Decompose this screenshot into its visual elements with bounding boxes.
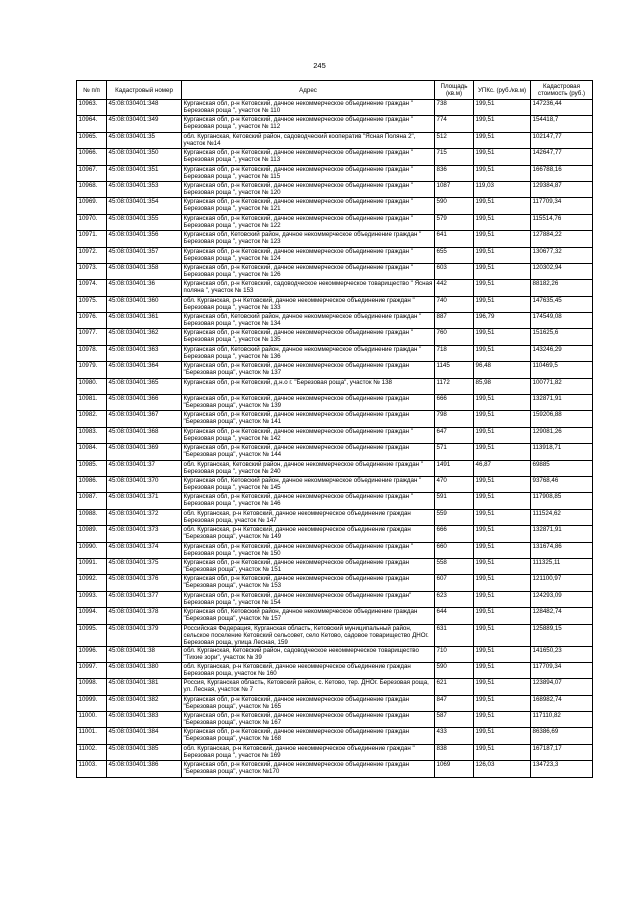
cell-cadastral: 45:08:030401:363	[107, 345, 182, 361]
cell-address: Курганская обл, р-н Кетовский, дачное некоммерческое объединение граждан " Березовая роща ", участок № 142	[182, 427, 435, 443]
cell-upks: 199,51	[474, 493, 531, 509]
cell-num: 10965.	[77, 132, 107, 148]
cell-address: Курганская обл, Кетовский район, дачное некоммерческое объединение граждан " Березовая роща ", участок № 123	[182, 231, 435, 247]
cell-num: 10970.	[77, 214, 107, 230]
cell-num: 10969.	[77, 198, 107, 214]
cell-address: Курганская обл, р-н Кетовский, садоводческое некоммерческое товарищество " Ясная поляна ", участок № 153	[182, 280, 435, 296]
cell-address: Курганская обл, р-н Кетовский, дачное некоммерческое объединение граждан " Березовая роща ", участок № 126	[182, 263, 435, 279]
table-row	[77, 542, 593, 558]
cell-num: 10997.	[77, 662, 107, 678]
cell-area: 1145	[435, 362, 474, 378]
cell-num: 10995.	[77, 624, 107, 646]
cell-upks: 199,51	[474, 662, 531, 678]
cell-cadastral: 45:08:030401:362	[107, 329, 182, 345]
cell-area: 836	[435, 165, 474, 181]
cell-cost: 110469,5	[531, 362, 593, 378]
header-num: № п/п	[77, 81, 107, 100]
cell-address: Курганская обл, р-н Кетовский, дачное некоммерческое объединение граждан "Березовая роща", участок № 168	[182, 728, 435, 744]
cell-area: 590	[435, 662, 474, 678]
cell-num: 10964.	[77, 116, 107, 132]
table-header-row	[77, 81, 593, 100]
cell-cost: 127884,22	[531, 231, 593, 247]
cell-cost: 117110,82	[531, 712, 593, 728]
cell-area: 1069	[435, 761, 474, 777]
cell-address: Курганская обл, Кетовский район, дачное некоммерческое объединение граждан "Березовая роща", участок № 157	[182, 608, 435, 624]
cell-cadastral: 45:08:030401:372	[107, 509, 182, 525]
cell-area: 715	[435, 149, 474, 165]
cell-address: Курганская обл, р-н Кетовский, дачное некоммерческое объединение граждан "Березовая роща", участок № 167	[182, 712, 435, 728]
cell-cost: 147236,44	[531, 100, 593, 116]
cell-cadastral: 45:08:030401:383	[107, 712, 182, 728]
cell-cost: 132871,91	[531, 526, 593, 542]
cell-cost: 167187,17	[531, 744, 593, 760]
cell-address: Курганская обл, р-н Кетовский, дачное некоммерческое объединение граждан " Березовая роща ", участок № 124	[182, 247, 435, 263]
cell-area: 559	[435, 509, 474, 525]
cell-num: 10963.	[77, 100, 107, 116]
cell-cost: 111524,62	[531, 509, 593, 525]
cell-cadastral: 45:08:030401:368	[107, 427, 182, 443]
cell-address: обл. Курганская, р-н Кетовский, дачное некоммерческое объединение граждан " Березовая роща ", участок № 169	[182, 744, 435, 760]
cell-upks: 85,98	[474, 378, 531, 394]
cell-address: Курганская обл, р-н Кетовский, дачное некоммерческое объединение граждан "Березовая роща", участок № 151	[182, 558, 435, 574]
cell-area: 710	[435, 646, 474, 662]
cell-cost: 111325,11	[531, 558, 593, 574]
table-row	[77, 411, 593, 427]
cell-cadastral: 45:08:030401:349	[107, 116, 182, 132]
cell-cost: 134723,3	[531, 761, 593, 777]
cell-area: 740	[435, 296, 474, 312]
page-number: 245	[313, 61, 326, 70]
cell-upks: 199,51	[474, 427, 531, 443]
cell-upks: 199,51	[474, 247, 531, 263]
cell-area: 774	[435, 116, 474, 132]
cell-address: Курганская обл, р-н Кетовский, дачное некоммерческое объединение граждан "Березовая роща", участок № 165	[182, 695, 435, 711]
cell-cadastral: 45:08:030401:36	[107, 280, 182, 296]
cell-area: 760	[435, 329, 474, 345]
table-row	[77, 476, 593, 492]
cell-num: 10985.	[77, 460, 107, 476]
cell-num: 10983.	[77, 427, 107, 443]
cell-upks: 199,51	[474, 296, 531, 312]
cell-address: Курганская обл, р-н Кетовский, дачное некоммерческое объединение граждан "Березовая роща", участок №170	[182, 761, 435, 777]
cell-cost: 121100,97	[531, 575, 593, 591]
cell-address: обл. Курганская, р-н Кетовский, дачное некоммерческое объединение граждан Березовая роща, участок № 160	[182, 662, 435, 678]
cell-cadastral: 45:08:030401:358	[107, 263, 182, 279]
cell-upks: 199,51	[474, 214, 531, 230]
cell-upks: 199,51	[474, 526, 531, 542]
cell-area: 442	[435, 280, 474, 296]
cell-area: 666	[435, 526, 474, 542]
table-row	[77, 712, 593, 728]
cell-area: 641	[435, 231, 474, 247]
cell-cost: 154418,7	[531, 116, 593, 132]
cell-address: обл. Курганская, Кетовский район, садоводческий кооператив "Ясная Поляна 2", участок №14	[182, 132, 435, 148]
cell-area: 644	[435, 608, 474, 624]
cell-upks: 199,51	[474, 712, 531, 728]
table-row	[77, 608, 593, 624]
cell-cost: 102147,77	[531, 132, 593, 148]
cell-num: 10992.	[77, 575, 107, 591]
cell-cadastral: 45:08:030401:364	[107, 362, 182, 378]
cell-num: 10978.	[77, 345, 107, 361]
cell-num: 10998.	[77, 679, 107, 695]
cell-cost: 130677,32	[531, 247, 593, 263]
cell-upks: 196,79	[474, 313, 531, 329]
cell-address: Курганская обл, р-н Кетовский, дачное некоммерческое объединение граждан " Березовая роща ", участок № 120	[182, 181, 435, 197]
cell-num: 10987.	[77, 493, 107, 509]
table-row	[77, 100, 593, 116]
cell-cadastral: 45:08:030401:375	[107, 558, 182, 574]
cell-cadastral: 45:08:030401:361	[107, 313, 182, 329]
cell-num: 10980.	[77, 378, 107, 394]
table-row	[77, 231, 593, 247]
cell-num: 10968.	[77, 181, 107, 197]
cell-address: Курганская обл, р-н Кетовский, дачное некоммерческое объединение граждан " Березовая роща ", участок № 135	[182, 329, 435, 345]
cell-upks: 199,51	[474, 444, 531, 460]
cell-cost: 129081,26	[531, 427, 593, 443]
cell-address: обл. Курганская, Кетовский район, дачное некоммерческое объединение граждан " Березовая роща ", участок № 240	[182, 460, 435, 476]
table-row	[77, 761, 593, 777]
cell-cadastral: 45:08:030401:377	[107, 591, 182, 607]
cell-cost: 128482,74	[531, 608, 593, 624]
cell-area: 1491	[435, 460, 474, 476]
cell-num: 10990.	[77, 542, 107, 558]
cell-address: Курганская обл, р-н Кетовский, дачное некоммерческое объединение граждан " Березовая роща ", участок № 122	[182, 214, 435, 230]
cell-cost: 86386,69	[531, 728, 593, 744]
cell-upks: 119,03	[474, 181, 531, 197]
cell-area: 623	[435, 591, 474, 607]
cell-upks: 199,51	[474, 411, 531, 427]
cell-upks: 46,87	[474, 460, 531, 476]
cell-num: 10981.	[77, 395, 107, 411]
table-row	[77, 329, 593, 345]
table-row	[77, 662, 593, 678]
cell-num: 10993.	[77, 591, 107, 607]
cell-cadastral: 45:08:030401:370	[107, 476, 182, 492]
cell-upks: 199,51	[474, 345, 531, 361]
cell-upks: 199,51	[474, 149, 531, 165]
cell-area: 621	[435, 679, 474, 695]
table-row	[77, 132, 593, 148]
cell-cadastral: 45:08:030401:385	[107, 744, 182, 760]
cell-cadastral: 45:08:030401:355	[107, 214, 182, 230]
cell-cost: 117908,85	[531, 493, 593, 509]
cell-num: 10979.	[77, 362, 107, 378]
cell-cadastral: 45:08:030401:348	[107, 100, 182, 116]
cell-num: 10971.	[77, 231, 107, 247]
cell-area: 631	[435, 624, 474, 646]
cell-upks: 199,51	[474, 476, 531, 492]
table-row	[77, 526, 593, 542]
cell-cadastral: 45:08:030401:367	[107, 411, 182, 427]
cell-area: 666	[435, 395, 474, 411]
table-row	[77, 149, 593, 165]
table-row	[77, 313, 593, 329]
cell-upks: 199,51	[474, 558, 531, 574]
cell-area: 847	[435, 695, 474, 711]
cell-cost: 141650,23	[531, 646, 593, 662]
cell-num: 11001.	[77, 728, 107, 744]
cell-num: 10982.	[77, 411, 107, 427]
cell-cost: 147635,45	[531, 296, 593, 312]
cell-area: 647	[435, 427, 474, 443]
cell-upks: 96,48	[474, 362, 531, 378]
cell-cost: 129384,87	[531, 181, 593, 197]
cell-area: 607	[435, 575, 474, 591]
cell-address: обл. Курганская, р-н Кетовский, дачное некоммерческое объединение граждан Березовая роща, участок № 147	[182, 509, 435, 525]
cell-address: Курганская обл, р-н Кетовский, дачное некоммерческое объединение граждан " Березовая роща ", участок № 146	[182, 493, 435, 509]
cell-upks: 199,51	[474, 116, 531, 132]
cell-area: 660	[435, 542, 474, 558]
table-row	[77, 362, 593, 378]
cell-area: 887	[435, 313, 474, 329]
table-row	[77, 744, 593, 760]
cell-num: 10966.	[77, 149, 107, 165]
cell-address: Курганская обл, р-н Кетовский, дачное некоммерческое объединение граждан "Березовая роща", участок № 153	[182, 575, 435, 591]
cell-num: 10988.	[77, 509, 107, 525]
cell-cost: 174549,08	[531, 313, 593, 329]
cell-area: 1172	[435, 378, 474, 394]
cell-num: 10967.	[77, 165, 107, 181]
cell-upks: 199,51	[474, 198, 531, 214]
cell-cost: 132871,91	[531, 395, 593, 411]
table-row	[77, 427, 593, 443]
cell-cadastral: 45:08:030401:381	[107, 679, 182, 695]
cell-upks: 199,51	[474, 624, 531, 646]
cell-num: 11000.	[77, 712, 107, 728]
cell-area: 603	[435, 263, 474, 279]
table-row	[77, 116, 593, 132]
cell-cadastral: 45:08:030401:360	[107, 296, 182, 312]
cell-upks: 199,51	[474, 132, 531, 148]
cell-cost: 166788,16	[531, 165, 593, 181]
cell-address: обл. Курганская, р-н Кетовский, дачное некоммерческое объединение граждан " Березовая роща ", участок № 133	[182, 296, 435, 312]
cell-upks: 126,03	[474, 761, 531, 777]
cell-address: Курганская обл, р-н Кетовский, дачное некоммерческое объединение граждан "Березовая роща", участок № 137	[182, 362, 435, 378]
cell-cadastral: 45:08:030401:354	[107, 198, 182, 214]
table-row	[77, 280, 593, 296]
cell-address: Россия, Курганская область, Кетовский район, с. Кетово, тер. ДНОг. Березовая роща, ул. Лесная, участок № 7	[182, 679, 435, 695]
cell-cost: 168982,74	[531, 695, 593, 711]
cell-cadastral: 45:08:030401:38	[107, 646, 182, 662]
cell-cadastral: 45:08:030401:384	[107, 728, 182, 744]
cell-cost: 117709,34	[531, 198, 593, 214]
cell-num: 10989.	[77, 526, 107, 542]
cell-cadastral: 45:08:030401:353	[107, 181, 182, 197]
cell-cadastral: 45:08:030401:351	[107, 165, 182, 181]
header-cost: Кадастровая стоимость (руб.)	[531, 81, 593, 100]
cell-cost: 143246,29	[531, 345, 593, 361]
cell-cost: 93768,46	[531, 476, 593, 492]
table-row	[77, 296, 593, 312]
cell-area: 470	[435, 476, 474, 492]
cell-upks: 199,51	[474, 591, 531, 607]
cell-upks: 199,51	[474, 608, 531, 624]
cell-num: 11003.	[77, 761, 107, 777]
cell-num: 10974.	[77, 280, 107, 296]
cell-area: 571	[435, 444, 474, 460]
cell-cadastral: 45:08:030401:380	[107, 662, 182, 678]
cell-cost: 142647,77	[531, 149, 593, 165]
cell-num: 10975.	[77, 296, 107, 312]
cell-cost: 123894,07	[531, 679, 593, 695]
header-address: Адрес	[182, 81, 435, 100]
table-row	[77, 695, 593, 711]
cell-num: 11002.	[77, 744, 107, 760]
cell-address: Курганская обл, р-н Кетовский, дачное некоммерческое объединение граждан" Березовая роща ", участок № 154	[182, 591, 435, 607]
header-area: Площадь (кв.м)	[435, 81, 474, 100]
cell-cadastral: 45:08:030401:386	[107, 761, 182, 777]
cell-upks: 199,51	[474, 744, 531, 760]
cell-cadastral: 45:08:030401:365	[107, 378, 182, 394]
cell-upks: 199,51	[474, 231, 531, 247]
cell-cadastral: 45:08:030401:350	[107, 149, 182, 165]
cell-cadastral: 45:08:030401:379	[107, 624, 182, 646]
cell-cadastral: 45:08:030401:366	[107, 395, 182, 411]
table-row	[77, 575, 593, 591]
cell-cost: 131674,86	[531, 542, 593, 558]
cell-address: Курганская обл, Кетовский район, дачное некоммерческое объединение граждан " Березовая роща ", участок № 136	[182, 345, 435, 361]
cell-address: обл. Курганская, Кетовский район, садоводческое некоммерческое товарищество "Тихие зори", участок № 39	[182, 646, 435, 662]
cell-upks: 199,51	[474, 165, 531, 181]
cell-address: обл. Курганская, р-н Кетовский, дачное некоммерческое объединение граждан "Березовая роща", участок № 149	[182, 526, 435, 542]
table-row	[77, 263, 593, 279]
cell-num: 10976.	[77, 313, 107, 329]
cell-num: 10984.	[77, 444, 107, 460]
table-row	[77, 624, 593, 646]
cell-address: Курганская обл, р-н Кетовский, дачное некоммерческое объединение граждан " Березовая роща ", участок № 113	[182, 149, 435, 165]
cell-cadastral: 45:08:030401:373	[107, 526, 182, 542]
table-row	[77, 378, 593, 394]
cell-area: 512	[435, 132, 474, 148]
cell-cadastral: 45:08:030401:356	[107, 231, 182, 247]
cell-num: 10999.	[77, 695, 107, 711]
cell-upks: 199,51	[474, 695, 531, 711]
cell-area: 591	[435, 493, 474, 509]
cell-upks: 199,51	[474, 263, 531, 279]
cell-upks: 199,51	[474, 542, 531, 558]
table-row	[77, 198, 593, 214]
cell-cadastral: 45:08:030401:374	[107, 542, 182, 558]
cell-cadastral: 45:08:030401:378	[107, 608, 182, 624]
cell-address: Курганская обл, Кетовский район, дачное некоммерческое объединение граждан " Березовая роща ", участок № 145	[182, 476, 435, 492]
cell-num: 10996.	[77, 646, 107, 662]
cell-address: Курганская обл, р-н Кетовский, дачное некоммерческое объединение граждан "Березовая роща", участок № 144	[182, 444, 435, 460]
table-row	[77, 395, 593, 411]
table-row	[77, 646, 593, 662]
cell-area: 433	[435, 728, 474, 744]
cell-num: 10994.	[77, 608, 107, 624]
cell-upks: 199,51	[474, 509, 531, 525]
cell-upks: 199,51	[474, 679, 531, 695]
cell-address: Курганская обл, р-н Кетовский, д.н.о г. "Березовая роща", участок № 138	[182, 378, 435, 394]
cell-area: 838	[435, 744, 474, 760]
cell-upks: 199,51	[474, 395, 531, 411]
cell-address: Российская Федерация, Курганская область, Кетовский муниципальный район, сельское поселение Кетовский сельсовет, село Кетово, садовое товарищество ДНОг. Березовая роща, улица Лесная, 159	[182, 624, 435, 646]
table-row	[77, 345, 593, 361]
cell-address: Курганская обл, р-н Кетовский, дачное некоммерческое объединение граждан " Березовая роща ", участок № 121	[182, 198, 435, 214]
table-row	[77, 679, 593, 695]
table-row	[77, 444, 593, 460]
cell-area: 1087	[435, 181, 474, 197]
cell-area: 718	[435, 345, 474, 361]
cell-cost: 159206,88	[531, 411, 593, 427]
header-upks: УПКс. (руб./кв.м)	[474, 81, 531, 100]
table-row	[77, 214, 593, 230]
cell-address: Курганская обл, р-н Кетовский, дачное некоммерческое объединение граждан " Березовая роща ", участок № 112	[182, 116, 435, 132]
cell-cost: 113918,71	[531, 444, 593, 460]
cell-address: Курганская обл, Кетовский район, дачное некоммерческое объединение граждан " Березовая роща ", участок № 134	[182, 313, 435, 329]
cell-area: 558	[435, 558, 474, 574]
cell-address: Курганская обл, р-н Кетовский, дачное некоммерческое объединение граждан "Березовая роща", участок № 139	[182, 395, 435, 411]
cell-area: 579	[435, 214, 474, 230]
header-cadastral: Кадастровый номер	[107, 81, 182, 100]
table-row	[77, 493, 593, 509]
cell-upks: 199,51	[474, 100, 531, 116]
cell-upks: 199,51	[474, 280, 531, 296]
cell-cost: 100771,82	[531, 378, 593, 394]
cell-cadastral: 45:08:030401:357	[107, 247, 182, 263]
cell-upks: 199,51	[474, 646, 531, 662]
cell-cost: 115514,76	[531, 214, 593, 230]
cell-area: 738	[435, 100, 474, 116]
cell-upks: 199,51	[474, 575, 531, 591]
cell-cost: 124293,09	[531, 591, 593, 607]
cell-cost: 117709,34	[531, 662, 593, 678]
cell-num: 10973.	[77, 263, 107, 279]
table-row	[77, 728, 593, 744]
cell-address: Курганская обл, р-н Кетовский, дачное некоммерческое объединение граждан " Березовая роща ", участок № 150	[182, 542, 435, 558]
cell-cost: 120302,94	[531, 263, 593, 279]
table-row	[77, 181, 593, 197]
cell-cost: 125889,15	[531, 624, 593, 646]
table-row	[77, 165, 593, 181]
table-row	[77, 460, 593, 476]
cell-cost: 69885	[531, 460, 593, 476]
cadastral-table	[76, 80, 593, 778]
cell-upks: 199,51	[474, 329, 531, 345]
table-row	[77, 591, 593, 607]
cell-area: 587	[435, 712, 474, 728]
cell-num: 10986.	[77, 476, 107, 492]
cell-cadastral: 45:08:030401:382	[107, 695, 182, 711]
cell-address: Курганская обл, р-н Кетовский, дачное некоммерческое объединение граждан "Березовая роща", участок № 141	[182, 411, 435, 427]
cell-cost: 151625,6	[531, 329, 593, 345]
cell-cadastral: 45:08:030401:35	[107, 132, 182, 148]
table-row	[77, 247, 593, 263]
cell-cadastral: 45:08:030401:369	[107, 444, 182, 460]
table-row	[77, 509, 593, 525]
cell-area: 590	[435, 198, 474, 214]
cell-area: 655	[435, 247, 474, 263]
cell-cadastral: 45:08:030401:376	[107, 575, 182, 591]
cell-num: 10991.	[77, 558, 107, 574]
cell-address: Курганская обл, р-н Кетовский, дачное некоммерческое объединение граждан " Березовая роща ", участок № 115	[182, 165, 435, 181]
cell-cadastral: 45:08:030401:371	[107, 493, 182, 509]
cell-area: 798	[435, 411, 474, 427]
cell-upks: 199,51	[474, 728, 531, 744]
cell-cadastral: 45:08:030401:37	[107, 460, 182, 476]
cell-num: 10977.	[77, 329, 107, 345]
cell-address: Курганская обл, р-н Кетовский, дачное некоммерческое объединение граждан " Березовая роща ", участок № 110	[182, 100, 435, 116]
cell-num: 10972.	[77, 247, 107, 263]
cell-cost: 88182,26	[531, 280, 593, 296]
table-row	[77, 558, 593, 574]
